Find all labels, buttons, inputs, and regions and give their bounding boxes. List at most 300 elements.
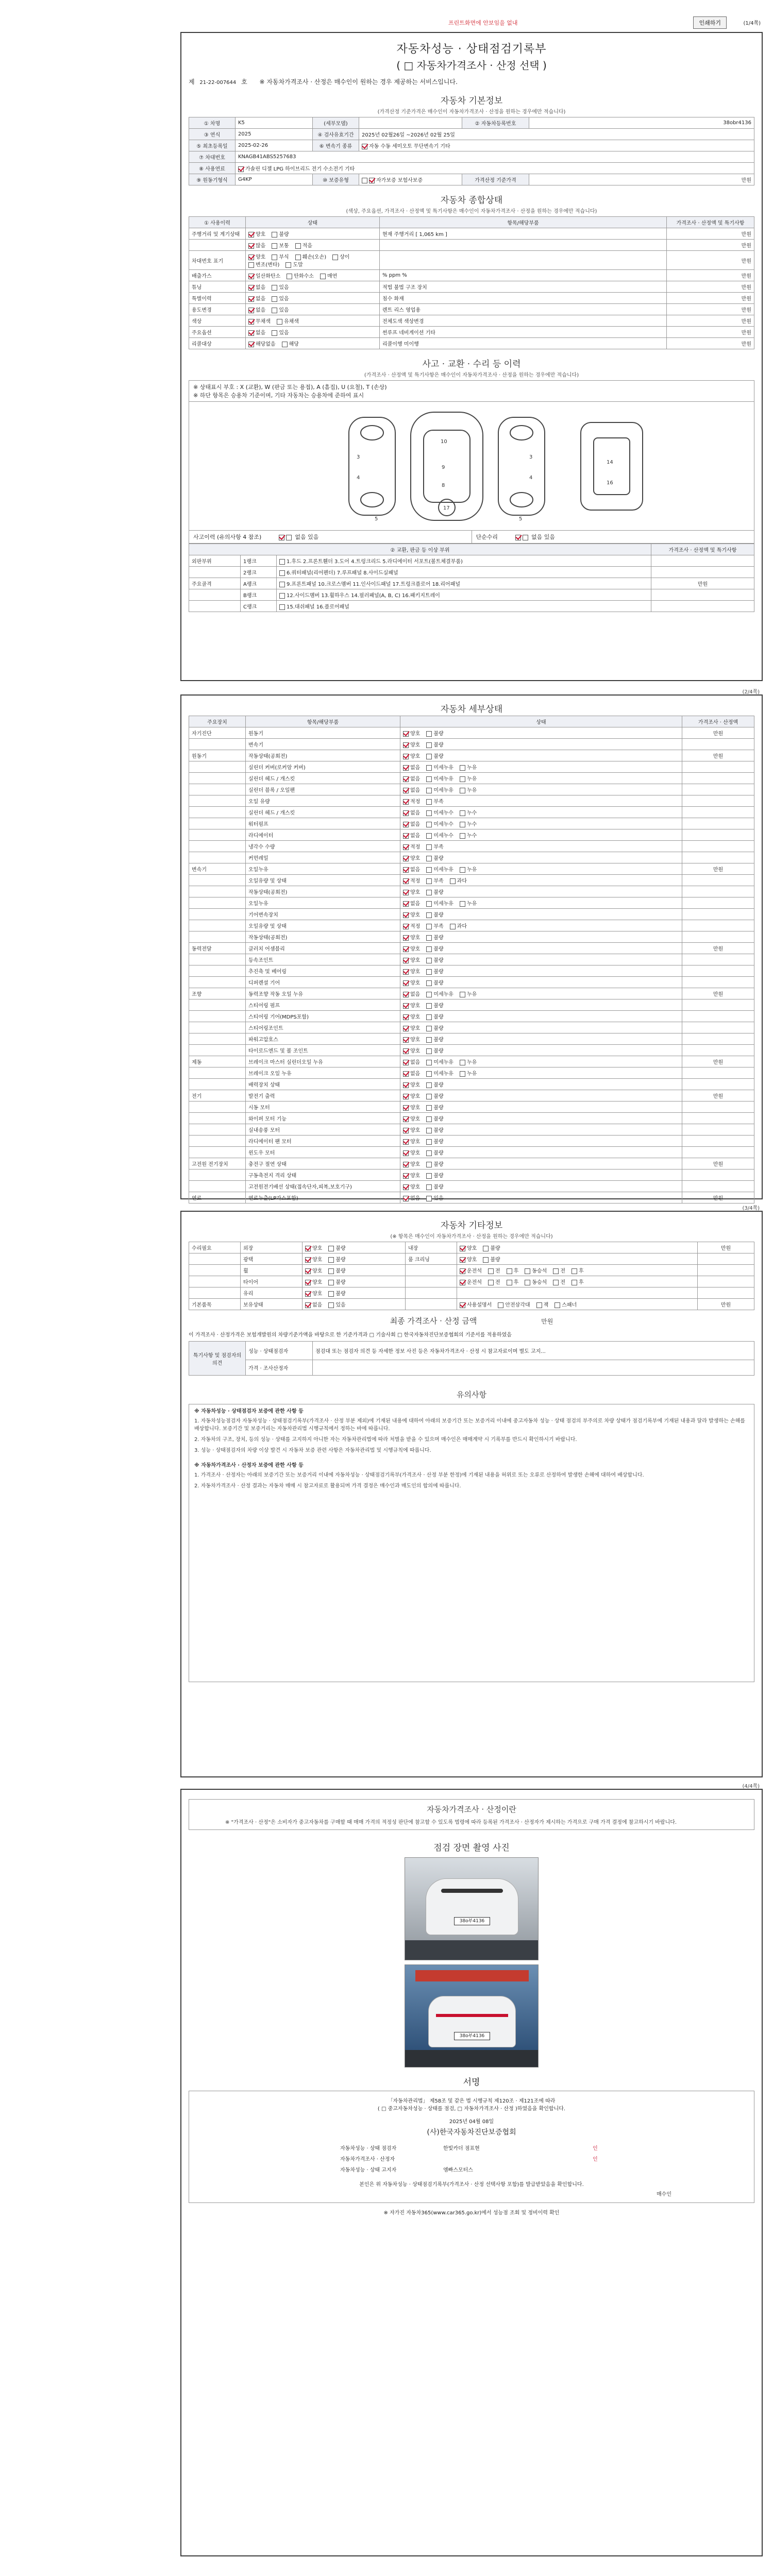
option: 있음 (272, 328, 289, 336)
table-row (189, 841, 754, 852)
cell (682, 795, 754, 807)
cell: 디퍼렌셜 기어 (246, 977, 400, 988)
seal: 인 (593, 2146, 598, 2151)
cell: 만원 (698, 1299, 754, 1310)
option: 불량 (426, 1114, 443, 1122)
option: 누수 (460, 808, 477, 816)
cell: 변속기 (246, 739, 400, 750)
svg-text:4: 4 (357, 475, 360, 481)
cell: 외장 (241, 1242, 303, 1253)
history-label: 사고이력 (유의사항 4 참조) (193, 534, 262, 540)
checkbox (525, 1280, 530, 1285)
checkbox (498, 1302, 503, 1308)
option: 불량 (272, 230, 289, 238)
cell (303, 1276, 406, 1287)
option: 양호 (403, 1024, 420, 1031)
print-button[interactable]: 인쇄하기 (693, 16, 727, 29)
cell (682, 761, 754, 773)
cell (682, 875, 754, 886)
cell: 가격산정 기준가격 (462, 174, 529, 185)
cell (400, 773, 682, 784)
doc-subtitle: ( □ 자동차가격조사 · 산정 선택 ) (396, 59, 547, 72)
option: 양호 (403, 729, 420, 737)
doc-number (189, 77, 754, 86)
cell (189, 1011, 246, 1022)
svg-text:17: 17 (443, 505, 450, 511)
option: 도말 (285, 260, 303, 268)
cell (189, 1147, 246, 1158)
cell (189, 1124, 246, 1136)
cell: 내장 (406, 1242, 457, 1253)
cell: 윈도우 모터 (246, 1147, 400, 1158)
checkbox (403, 742, 409, 748)
table-row (189, 1253, 754, 1265)
svg-text:8: 8 (442, 483, 445, 488)
cell: 워터펌프 (246, 818, 400, 829)
option: 누유 (460, 1069, 477, 1077)
checkbox (523, 535, 528, 540)
checkbox (426, 1082, 432, 1088)
checkbox (279, 593, 285, 599)
inspection-photo-rear (405, 1964, 539, 2067)
table-header (189, 217, 754, 228)
option: 양호 (403, 1126, 420, 1133)
cell: 만원 (682, 988, 754, 999)
cell: 렌트 리스 영업용 (380, 304, 667, 315)
table-row (189, 1287, 754, 1299)
option: 양호 (460, 1255, 477, 1263)
checkbox (272, 255, 277, 260)
cell: ⑨ 원동기형식 (189, 174, 236, 185)
checkbox (426, 844, 432, 850)
option: 불량 (328, 1278, 345, 1285)
notes-box (189, 1404, 754, 1682)
checkbox (328, 1246, 334, 1251)
basic-table (189, 117, 754, 185)
cell: 2025-02-26 (236, 140, 313, 151)
cell: % ppm % (380, 270, 667, 281)
cell: 만원 (667, 293, 754, 304)
photos-title: 점검 장면 촬영 사진 (433, 1843, 510, 1853)
cell: 발전기 출력 (246, 1090, 400, 1101)
checkbox (426, 810, 432, 816)
cell (189, 589, 241, 601)
cell: 유리 (241, 1287, 303, 1299)
svg-text:14: 14 (607, 460, 613, 465)
checkbox (272, 232, 277, 238)
svg-text:3: 3 (529, 454, 533, 460)
table-row (189, 578, 754, 589)
cell: ③ 연식 (189, 129, 236, 140)
svg-text:5: 5 (519, 516, 523, 522)
cell: 기본품목 (189, 1299, 241, 1310)
cell (400, 1045, 682, 1056)
table-row (189, 1265, 754, 1276)
cell (189, 954, 246, 965)
option: 양호 (403, 978, 420, 986)
cell (400, 1170, 682, 1181)
cell: ④ 검사유효기간 (313, 129, 359, 140)
cell: 자동차성능 · 상태 고지자 (340, 2167, 397, 2173)
checkbox (426, 799, 432, 805)
cell: 9.프론트패널 10.크로스멤버 11.인사이드패널 17.트렁크플로어 18.리어패널 (277, 578, 651, 589)
option: 후 (572, 1278, 584, 1285)
cell: 침수 화재 (380, 293, 667, 304)
checkbox (426, 1173, 432, 1179)
option: 불량 (426, 910, 443, 918)
option: 양호 (305, 1278, 322, 1285)
svg-text:5: 5 (375, 516, 378, 522)
option: 불량 (426, 1148, 443, 1156)
checkbox (328, 1280, 334, 1285)
option: 불량 (426, 1080, 443, 1088)
accident-summary (189, 531, 754, 544)
checkbox (320, 274, 326, 279)
checkbox (426, 924, 432, 929)
cell: A랭크 (241, 578, 277, 589)
cell: 오일누유 (246, 863, 400, 875)
cell (682, 1011, 754, 1022)
checkbox (332, 255, 338, 260)
cell (682, 931, 754, 943)
cell (303, 1253, 406, 1265)
cell (400, 727, 682, 739)
cell (457, 1253, 698, 1265)
option: 부족 (426, 876, 443, 884)
table-row (189, 977, 754, 988)
option: 있음 (426, 1194, 443, 1201)
cell: 외판부위 (189, 555, 241, 567)
cell: 자기진단 (189, 727, 246, 739)
checkbox (403, 822, 409, 827)
checkbox (507, 1280, 512, 1285)
table-row (189, 251, 754, 270)
option: 과다 (450, 922, 467, 929)
cell: 만원 (667, 281, 754, 293)
cell: 리콜대상 (189, 338, 246, 349)
checkbox (525, 1268, 530, 1274)
checkbox (248, 243, 254, 249)
checkbox (403, 1116, 409, 1122)
table-row (189, 807, 754, 818)
checkbox (426, 1071, 432, 1077)
option: 불량 (426, 956, 443, 963)
cell (682, 841, 754, 852)
sign-text: 「자동차관리법」 제58조 및 같은 법 시행규칙 제120조 · 제121조에 따라 (388, 2098, 556, 2104)
checkbox (403, 1014, 409, 1020)
table-row (189, 567, 754, 578)
option: 미세누유 (426, 786, 453, 793)
cell: 엠빠스모터스 (443, 2167, 473, 2173)
checkbox (403, 754, 409, 759)
cell (406, 1276, 457, 1287)
cell (189, 818, 246, 829)
checkbox (403, 856, 409, 861)
table-row (189, 117, 754, 129)
option: 불량 (426, 1182, 443, 1190)
checkbox (305, 1302, 311, 1308)
cell (682, 1022, 754, 1033)
cell: 2025 (236, 129, 313, 140)
checkbox (426, 992, 432, 997)
table-row (189, 1101, 754, 1113)
table-row (189, 281, 754, 293)
cell (682, 965, 754, 977)
cell (246, 338, 380, 349)
checkbox (450, 878, 456, 884)
option: 없음 (403, 990, 420, 997)
notes-heading: ※ 자동차성능 · 상태점검자 보증에 관한 사항 등 (194, 1409, 304, 1414)
top-bar (180, 15, 763, 31)
license-plate: 38o부4136 (454, 1917, 490, 1925)
checkbox (426, 1003, 432, 1009)
checkbox (460, 776, 465, 782)
cell (682, 818, 754, 829)
checkbox (403, 844, 409, 850)
cell: 항목/해당부품 (380, 217, 667, 228)
checkbox (279, 535, 284, 540)
table-row (189, 875, 754, 886)
cell (189, 965, 246, 977)
cell (189, 739, 246, 750)
accident-title: 사고 · 교환 · 수리 등 이력 (422, 359, 521, 369)
option: 잭 (536, 1300, 549, 1308)
checkbox (279, 559, 285, 565)
legend-box (189, 380, 754, 402)
option: 후 (507, 1266, 519, 1274)
table-row (189, 293, 754, 304)
checkbox (305, 1291, 311, 1297)
cell (400, 931, 682, 943)
basic-title: 자동차 기본정보 (440, 96, 503, 106)
checkbox (403, 958, 409, 963)
cell: 스티어링 기어(MDPS포함) (246, 1011, 400, 1022)
cell: 성능 · 상태점검자 (246, 1342, 313, 1360)
table-row (189, 739, 754, 750)
table-row (189, 1242, 754, 1253)
cell: 라디에이터 팬 모터 (246, 1136, 400, 1147)
cell: 실내송풍 모터 (246, 1124, 400, 1136)
checkbox (286, 535, 292, 540)
status-table (189, 216, 754, 349)
cell: 가격 · 조사산정자 (246, 1360, 313, 1376)
info-title: 자동차가격조사 · 산정이란 (427, 1805, 516, 1814)
warranty-options: 자가보증 보험사보증 (376, 178, 423, 183)
option: 양호 (248, 252, 265, 260)
cell: 오일유량 및 상태 (246, 875, 400, 886)
cell (189, 1067, 246, 1079)
cell (682, 1101, 754, 1113)
checkbox (488, 1280, 494, 1285)
table-row (189, 1011, 754, 1022)
checkbox (426, 754, 432, 759)
cell: 와이퍼 모터 기능 (246, 1113, 400, 1124)
option: 부족 (426, 922, 443, 929)
svg-text:10: 10 (441, 439, 447, 445)
cell (682, 1067, 754, 1079)
checkbox (403, 810, 409, 816)
option: 양호 (403, 1001, 420, 1009)
table-row (189, 1158, 754, 1170)
option: 양호 (248, 230, 265, 238)
option: 변조(변타) (248, 260, 279, 268)
cell: 자동차성능 · 상태 점검자 (340, 2146, 397, 2151)
checkbox (248, 285, 254, 291)
cell: 만원 (667, 338, 754, 349)
seal: 인 (593, 2157, 598, 2162)
cell: 스티어링조인트 (246, 1022, 400, 1033)
checkbox (426, 1060, 432, 1065)
cell: 가격조사 · 산정액 및 특기사항 (651, 544, 754, 555)
option: 불량 (483, 1244, 500, 1251)
table-row (189, 897, 754, 909)
cell (682, 807, 754, 818)
checkbox (483, 1257, 489, 1263)
checkbox (515, 535, 521, 540)
table-row (189, 909, 754, 920)
table-row (189, 1090, 754, 1101)
option: 양호 (403, 956, 420, 963)
table-row (189, 240, 754, 251)
option: 운전석 (460, 1266, 482, 1274)
cell (359, 140, 754, 151)
option: 없음 (248, 328, 265, 336)
option: 없음 (403, 1069, 420, 1077)
cell: 오일유량 및 상태 (246, 920, 400, 931)
table-row (189, 555, 754, 567)
option: 부족 (426, 842, 443, 850)
status-title: 자동차 종합상태 (440, 195, 503, 206)
checkbox (426, 1105, 432, 1111)
option: 양호 (460, 1244, 477, 1251)
table-row (189, 750, 754, 761)
cell: 상태 (246, 217, 380, 228)
cell: 파워고압호스 (246, 1033, 400, 1045)
option: 불량 (426, 888, 443, 895)
history-box (189, 531, 472, 543)
cell: 실린더 헤드 / 개스킷 (246, 807, 400, 818)
cell (189, 567, 241, 578)
cell: 동력조향 작동 오일 누유 (246, 988, 400, 999)
cell (303, 1287, 406, 1299)
cell: 주요골격 (189, 578, 241, 589)
option: 적정 (403, 876, 420, 884)
checkbox (369, 178, 375, 183)
checkbox (272, 285, 277, 291)
cell: 만원 (682, 863, 754, 875)
checkbox (460, 788, 465, 793)
option: 있음 (272, 294, 289, 302)
option: 누유 (460, 865, 477, 873)
checkbox (426, 1139, 432, 1145)
cell: 만원 (667, 304, 754, 315)
cell: 원동기 (189, 750, 246, 761)
option: 불량 (426, 978, 443, 986)
car-diagram (189, 402, 754, 531)
checkbox (403, 1128, 409, 1133)
cell (400, 852, 682, 863)
page-number: (1/4쪽) (743, 21, 761, 26)
table-row (189, 886, 754, 897)
cell (400, 1158, 682, 1170)
checkbox (279, 582, 285, 587)
legend-line: ※ 하단 항목은 승용차 기준이며, 기타 자동차는 승용차에 준하여 표시 (193, 392, 364, 399)
option: 양호 (403, 933, 420, 941)
option: 후 (572, 1266, 584, 1274)
cell: B랭크 (241, 589, 277, 601)
cell: 2랭크 (241, 567, 277, 578)
checkbox (403, 799, 409, 805)
cell: 2025년 02월26일 ~2026년 02월 25일 (359, 129, 754, 140)
cell (189, 1101, 246, 1113)
notes-paragraph: 1. 자동차성능점검자 자동차성능 · 상태점검기록부(가격조사 · 산정 부분 제외)에 기재된 내용에 대하여 아래의 보증기간 또는 보증거리 이내에 중고자동차 성능 · 상태 점검의 부주의로 차량 상태가 점검기록부에 기재된 내용과 달라 발생하는 손해를 배상합니다. 보증기간 및 보증거리는 자동차관리법 시행규칙에서 정하는 바에 따릅니다. (194, 1418, 745, 1432)
cell: 광택 (241, 1253, 303, 1265)
table-row (338, 2153, 606, 2164)
checkbox (488, 1268, 494, 1274)
table-row (189, 1056, 754, 1067)
cell (189, 1170, 246, 1181)
page-number: (4/4쪽) (742, 1784, 760, 1789)
option: 없음 (403, 763, 420, 771)
cell (400, 1090, 682, 1101)
cell: 추진축 및 베어링 (246, 965, 400, 977)
detail-title: 자동차 세부상태 (440, 704, 503, 715)
cell: 만원 (667, 240, 754, 251)
cell: 점검대 또는 점검자 의견 등 자세한 정보 사진 등은 자동차가격조사 · 산정 시 참고자료이며 별도 고지... (313, 1342, 754, 1360)
table-row (189, 999, 754, 1011)
option: 매연 (320, 272, 337, 279)
option: 부족 (426, 797, 443, 805)
cell: ② 자동차등록번호 (462, 117, 529, 129)
checkbox (403, 731, 409, 737)
table-row (189, 773, 754, 784)
cell (682, 1045, 754, 1056)
sign-footer: 본인은 위 자동차성능 · 상태점검기록부(가격조사 · 산정 선택사항 포함)를 발급받았음을 확인합니다. (359, 2182, 584, 2188)
cell: 스티어링 펌프 (246, 999, 400, 1011)
option: 없음 (403, 899, 420, 907)
cell: 만원 (682, 943, 754, 954)
cell: 배력장치 상태 (246, 1079, 400, 1090)
checkbox (248, 308, 254, 313)
checkbox (287, 274, 292, 279)
cell (400, 739, 682, 750)
checkbox (426, 1196, 432, 1201)
option: 미세누유 (426, 1069, 453, 1077)
option: 불량 (328, 1255, 345, 1263)
cell: 충전구 절연 상태 (246, 1158, 400, 1170)
cell: 타이로드엔드 및 볼 조인트 (246, 1045, 400, 1056)
final-title-text: 최종 가격조사 · 산정 금액 (390, 1316, 477, 1326)
checkbox (426, 980, 432, 986)
cell: 수리필요 (189, 1242, 241, 1253)
table-row (189, 589, 754, 601)
checkbox (554, 1302, 560, 1308)
table-row (189, 818, 754, 829)
table-row (189, 1360, 754, 1376)
cell (380, 251, 667, 270)
option: 무채색 (248, 317, 271, 325)
cell: 38obr4136 (529, 117, 754, 129)
cell: 브레이크 마스터 실린더오일 누유 (246, 1056, 400, 1067)
option: 없음 (248, 306, 265, 313)
cell (400, 1113, 682, 1124)
checkbox (403, 992, 409, 997)
checkbox (403, 776, 409, 782)
cell: 만원 (682, 1056, 754, 1067)
checkbox (403, 935, 409, 941)
option: 미세누수 (426, 820, 453, 827)
cell (313, 1360, 754, 1376)
